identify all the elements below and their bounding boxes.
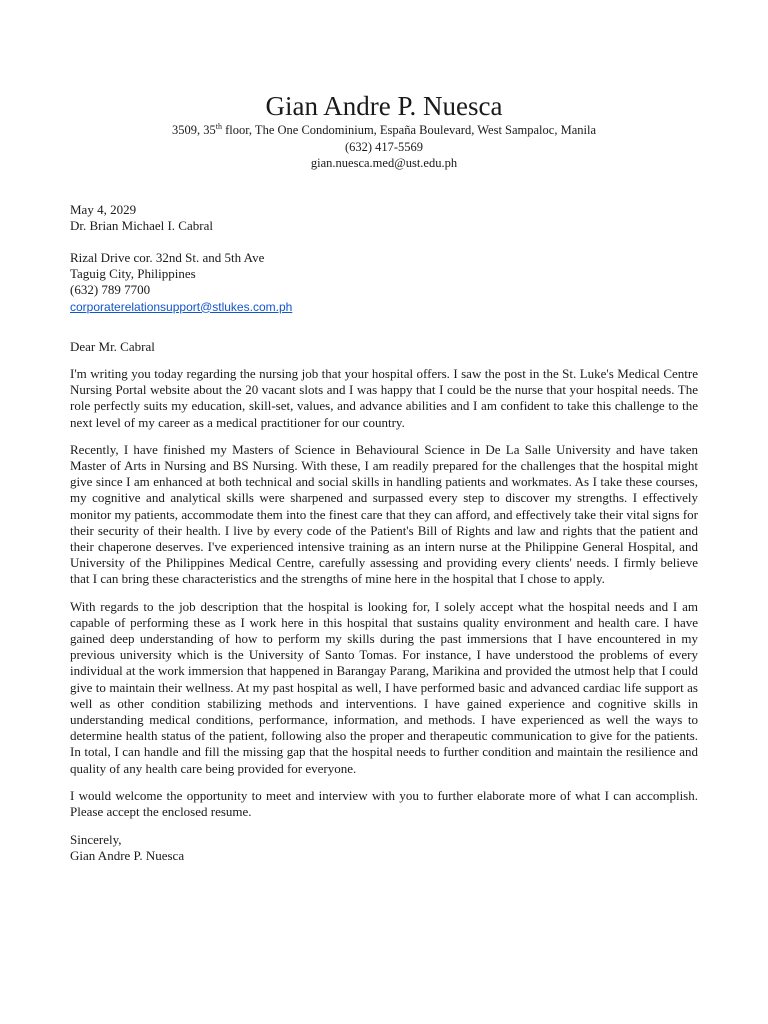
- sender-name: Gian Andre P. Nuesca: [265, 91, 503, 121]
- letter-date: May 4, 2029: [70, 201, 137, 217]
- recipient-street: Rizal Drive cor. 32nd St. and 5th Ave: [70, 249, 265, 265]
- sender-address: [70, 122, 698, 139]
- recipient-name: Dr. Brian Michael I. Cabral: [70, 217, 213, 233]
- body-paragraph-4: I would welcome the opportunity to meet and interview with you to further elaborate more of what I can accomplish. Please accept the enclosed resume.: [70, 787, 698, 819]
- sender-address-superscript: th: [215, 121, 222, 131]
- sender-email: gian.nuesca.med@ust.edu.ph: [310, 156, 458, 170]
- closing: Sincerely,: [70, 832, 122, 848]
- recipient-phone: (632) 789 7700: [70, 282, 151, 298]
- signature-name: Gian Andre P. Nuesca: [70, 848, 185, 864]
- recipient-city: Taguig City, Philippines: [70, 266, 196, 282]
- recipient-email-link[interactable]: corporaterelationsupport@stlukes.com.ph: [70, 299, 293, 314]
- date-recipient-block: [70, 202, 698, 234]
- sender-phone: (632) 417-5569: [344, 139, 424, 154]
- salutation: Dear Mr. Cabral: [70, 338, 155, 354]
- sender-address-rest: floor, The One Condominium, España Boulevard, West Sampaloc, Manila: [221, 123, 596, 137]
- letterhead: [70, 90, 698, 172]
- sender-address-start: 3509, 35: [172, 123, 216, 137]
- body-paragraph-2: Recently, I have finished my Masters of Science in Behavioural Science in De La Salle University and have taken Master of Arts in Nursing and BS Nursing. With these, I am readily prepared for the challenges that the hospital might give since I am enhanced at both technical and social skills in handling patients and workmates. As I take these courses, my cognitive and analytical skills were sharpened and surpassed every step to discover my strengths. I effectively monitor my patients, accommodate them into the finest care that they can afford, and effectively take their vital signs for their security of their health. I live by every code of the Patient's Bill of Rights and law and rights that the patient and their chaperone deserves. I've experienced intensive training as an intern nurse at the Philippine General Hospital, and University of the Philippines Medical Centre, carefully assessing and providing every clients' needs. I firmly believe that I can bring these characteristics and the strengths of mine here in the hospital that I chose to apply.: [70, 441, 698, 587]
- body-paragraph-3: With regards to the job description that the hospital is looking for, I solely accept what the hospital needs and I am capable of performing these as I work here in this hospital that sustains quality environment and health care. I have gained deep understanding of how to perform my skills during the past immersions that I have encountered in my previous university which is the University of Santo Tomas. For instance, I have understood the problems of every individual at the work immersion that happened in Barangay Parang, Marikina and provided the utmost help that I could give to maintain their wellness. At my past hospital as well, I have performed basic and advanced cardiac life support as well as other condition stabilizing methods and interventions. I have gained experience and cognitive skills in understanding medical conditions, performance, information, and methods. I have experienced as well the ways to determine health status of the patient, following also the proper and therapeutic communication to give for the patients. In total, I can handle and fill the missing gap that the hospital needs to further condition and maintain the resilience and quality of any health care being provided for everyone.: [70, 598, 698, 776]
- body-paragraph-1: I'm writing you today regarding the nursing job that your hospital offers. I saw the post in the St. Luke's Medical Centre Nursing Portal website about the 20 vacant slots and I was happy that I could be the nurse that your hospital needs. The role perfectly suits my education, skill-set, values, and advance abilities and I am confident to take this challenge to the next level of my career as a medical practitioner for our country.: [70, 365, 698, 430]
- signoff: [70, 832, 698, 864]
- recipient-address: [70, 250, 698, 315]
